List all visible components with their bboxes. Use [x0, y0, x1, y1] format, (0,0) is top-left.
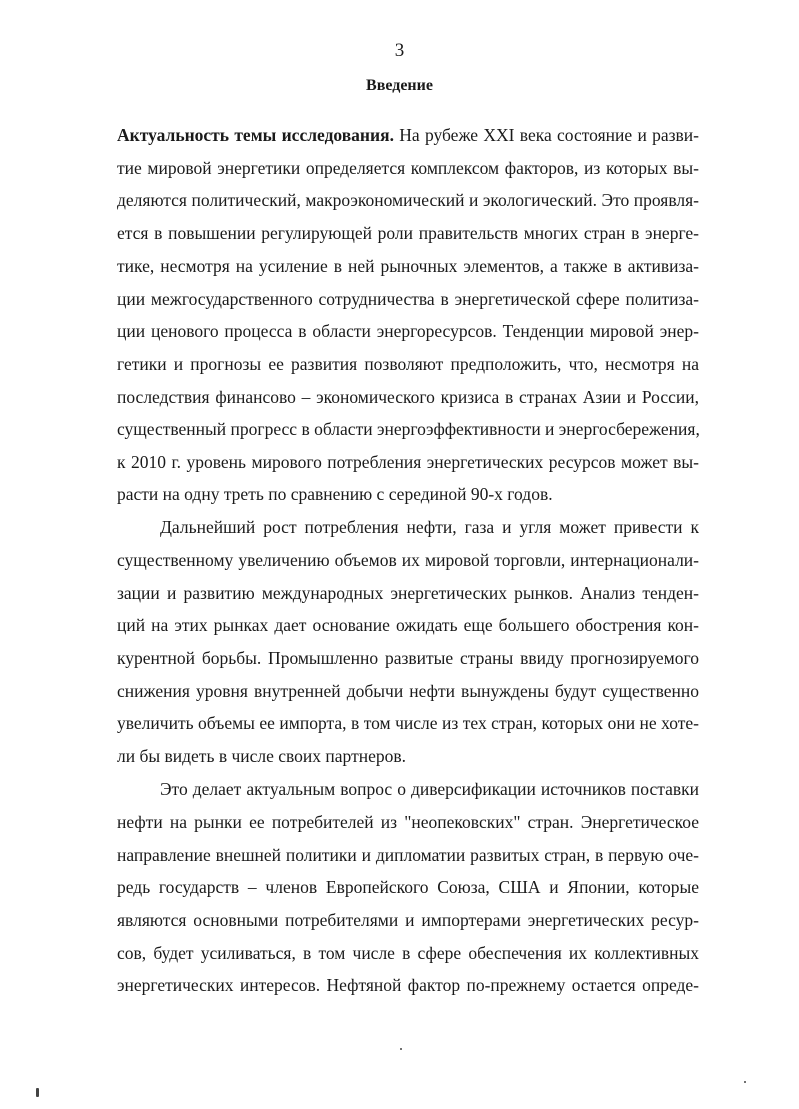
- text-line: ций на этих рынках дает основание ожидать еще большего обострения кон-: [117, 615, 699, 635]
- text-line: тие мировой энергетики определяется комплексом факторов, из которых вы-: [117, 158, 699, 178]
- scan-speck: [744, 1081, 746, 1083]
- text-line: ции ценового процесса в области энергоресурсов. Тенденции мировой энер-: [117, 321, 699, 341]
- text-line: последствия финансово – экономического кризиса в странах Азии и России,: [117, 387, 699, 407]
- text-line: ется в повышении регулирующей роли правительств многих стран в энерге-: [117, 223, 699, 243]
- text-line: являются основными потребителями и импортерами энергетических ресур-: [117, 910, 699, 930]
- text-line: сов, будет усиливаться, в том числе в сфере обеспечения их коллективных: [117, 943, 699, 963]
- text-line: редь государств – членов Европейского Союза, США и Японии, которые: [117, 877, 699, 897]
- text-line: увеличить объемы ее импорта, в том числе из тех стран, которых они не хоте-: [117, 713, 699, 733]
- text-line: деляются политический, макроэкономический и экологический. Это проявля-: [117, 190, 699, 210]
- text-line: гетики и прогнозы ее развития позволяют предположить, что, несмотря на: [117, 354, 699, 374]
- text-line: направление внешней политики и дипломатии развитых стран, в первую оче-: [117, 845, 699, 865]
- text-line: Актуальность темы исследования. На рубеже XXI века состояние и разви-: [117, 125, 700, 145]
- text-line: нефти на рынки ее потребителей из "неопековских" стран. Энергетическое: [117, 812, 699, 832]
- text-line: ции межгосударственного сотрудничества в энергетической сфере политиза-: [117, 289, 699, 309]
- paragraph-first-line: Это делает актуальным вопрос о диверсификации источников поставки: [160, 779, 699, 799]
- lead-bold-phrase: Актуальность темы исследования.: [117, 125, 394, 145]
- text-line: энергетических интересов. Нефтяной фактор по-прежнему остается опреде-: [117, 975, 699, 995]
- scan-speck: [36, 1088, 39, 1097]
- text-line: курентной борьбы. Промышленно развитые страны ввиду прогнозируемого: [117, 648, 699, 668]
- text-line: ли бы видеть в числе своих партнеров.: [117, 746, 406, 766]
- section-heading: Введение: [366, 77, 433, 94]
- text-line: существенному увеличению объемов их мировой торговли, интернационали-: [117, 550, 699, 570]
- paragraph-first-line: Дальнейший рост потребления нефти, газа и угля может привести к: [160, 517, 699, 537]
- scan-speck: [400, 1048, 402, 1050]
- page-number: 3: [394, 40, 405, 61]
- text-line: зации и развитию международных энергетических рынков. Анализ тенден-: [117, 583, 699, 603]
- text-line: к 2010 г. уровень мирового потребления энергетических ресурсов может вы-: [117, 452, 699, 472]
- text-line: тике, несмотря на усиление в ней рыночных элементов, а также в активиза-: [117, 256, 699, 276]
- text-line: снижения уровня внутренней добычи нефти вынуждены будут существенно: [117, 681, 699, 701]
- text-line: расти на одну треть по сравнению с серединой 90-х годов.: [117, 484, 553, 504]
- text-line: существенный прогресс в области энергоэффективности и энергосбережения,: [117, 419, 700, 439]
